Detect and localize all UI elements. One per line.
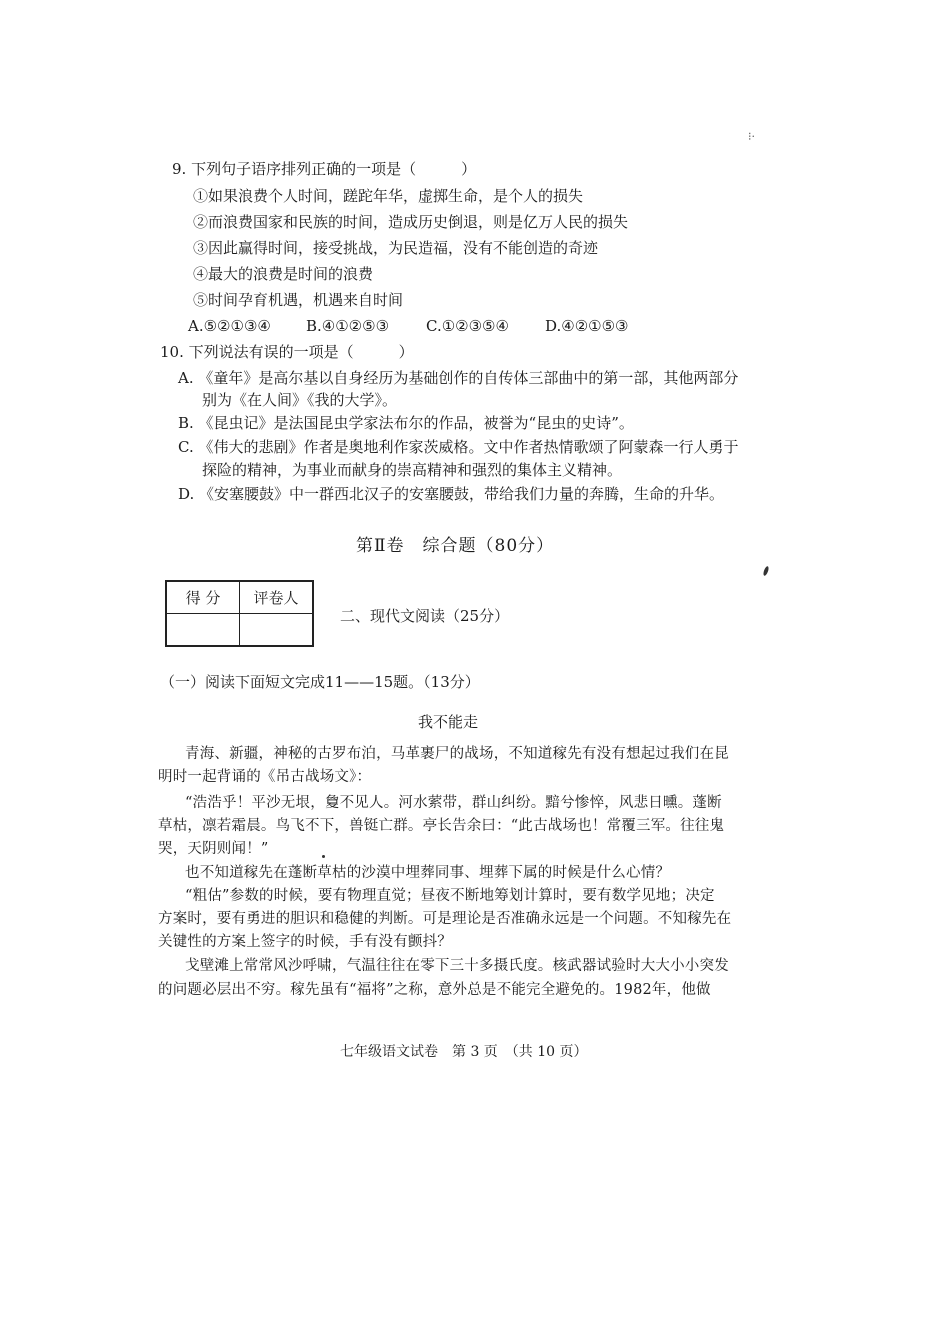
q9-option-b: B.④①②⑤③ [306,317,390,335]
q9-option-a: A.⑤②①③④ [188,317,271,335]
score-cell[interactable] [166,614,240,647]
q10-option-b: B. 《昆虫记》是法国昆虫学家法布尔的作品，被誉为“昆虫的史诗”。 [178,414,634,432]
passage-line: “粗估”参数的时候，要有物理直觉；昼夜不断地筹划计算时，要有数学见地；决定 [185,888,715,904]
q9-stem: 9. 下列句子语序排列正确的一项是（ ） [172,160,477,178]
q10-option-a: A. 《童年》是高尔基以自身经历为基础创作的自传体三部曲中的第一部，其他两部分 [178,369,739,387]
grader-cell[interactable] [240,614,314,647]
q10-stem: 10. 下列说法有误的一项是（ ） [160,343,414,361]
reading-title: 我不能走 [418,713,479,731]
score-header: 得 分 [166,581,240,614]
q9-option-d: D.④②①⑤③ [545,317,629,335]
section-title: 第Ⅱ卷 综合题（80分） [356,536,555,556]
scan-speck: ⁝· [748,130,755,143]
passage-line: 草枯，凛若霜晨。鸟飞不下，兽铤亡群。亭长告余曰：“此古战场也！常覆三军。往往鬼 [158,818,725,834]
score-table [165,580,314,647]
reading-instruction: （一）阅读下面短文完成11——15题。（13分） [160,673,480,691]
q10-option-d: D. 《安塞腰鼓》中一群西北汉子的安塞腰鼓，带给我们力量的奔腾，生命的升华。 [178,485,725,503]
q10-option-a-cont: 别为《在人间》《我的大学》。 [202,391,398,409]
grader-header: 评卷人 [240,581,314,614]
passage-line: 的问题必层出不穷。稼先虽有“福将”之称，意外总是不能完全避免的。1982年，他做 [158,982,711,998]
scan-mark [762,566,769,577]
passage-line: “浩浩乎！平沙无垠，敻不见人。河水萦带，群山纠纷。黯兮惨悴，风悲日曛。蓬断 [185,795,722,811]
q9-item-4: ④最大的浪费是时间的浪费 [193,265,374,283]
q9-item-3: ③因此赢得时间，接受挑战，为民造福，没有不能创造的奇迹 [193,239,599,257]
q9-option-c: C.①②③⑤④ [426,317,509,335]
scan-dot [322,855,325,858]
passage-line: 明时一起背诵的《吊古战场文》： [158,769,372,785]
q9-item-2: ②而浪费国家和民族的时间，造成历史倒退，则是亿万人民的损失 [193,213,629,231]
passage-line: 青海、新疆，神秘的古罗布泊，马革裹尸的战场，不知道稼先有没有想起过我们在昆 [185,746,729,762]
page-footer: 七年级语文试卷 第 3 页 （共 10 页） [340,1044,588,1060]
q10-option-c: C. 《伟大的悲剧》作者是奥地利作家茨威格。文中作者热情歌颂了阿蒙森一行人勇于 [178,438,739,456]
part-title: 二、现代文阅读（25分） [340,607,510,625]
passage-line: 关键性的方案上签字的时候，手有没有颤抖？ [158,934,452,950]
passage-line: 哭，天阴则闻！” [158,841,269,857]
passage-line: 也不知道稼先在蓬断草枯的沙漠中埋葬同事、埋葬下属的时候是什么心情？ [185,865,671,881]
q9-item-1: ①如果浪费个人时间，蹉跎年华，虚掷生命，是个人的损失 [193,187,584,205]
q10-option-c-cont: 探险的精神，为事业而献身的崇高精神和强烈的集体主义精神。 [202,461,623,479]
passage-line: 戈壁滩上常常风沙呼啸，气温往往在零下三十多摄氏度。核武器试验时大大小小突发 [185,958,729,974]
q9-item-5: ⑤时间孕育机遇，机遇来自时间 [193,291,404,309]
passage-line: 方案时，要有勇进的胆识和稳健的判断。可是理论是否准确永远是一个问题。不知稼先在 [158,911,732,927]
